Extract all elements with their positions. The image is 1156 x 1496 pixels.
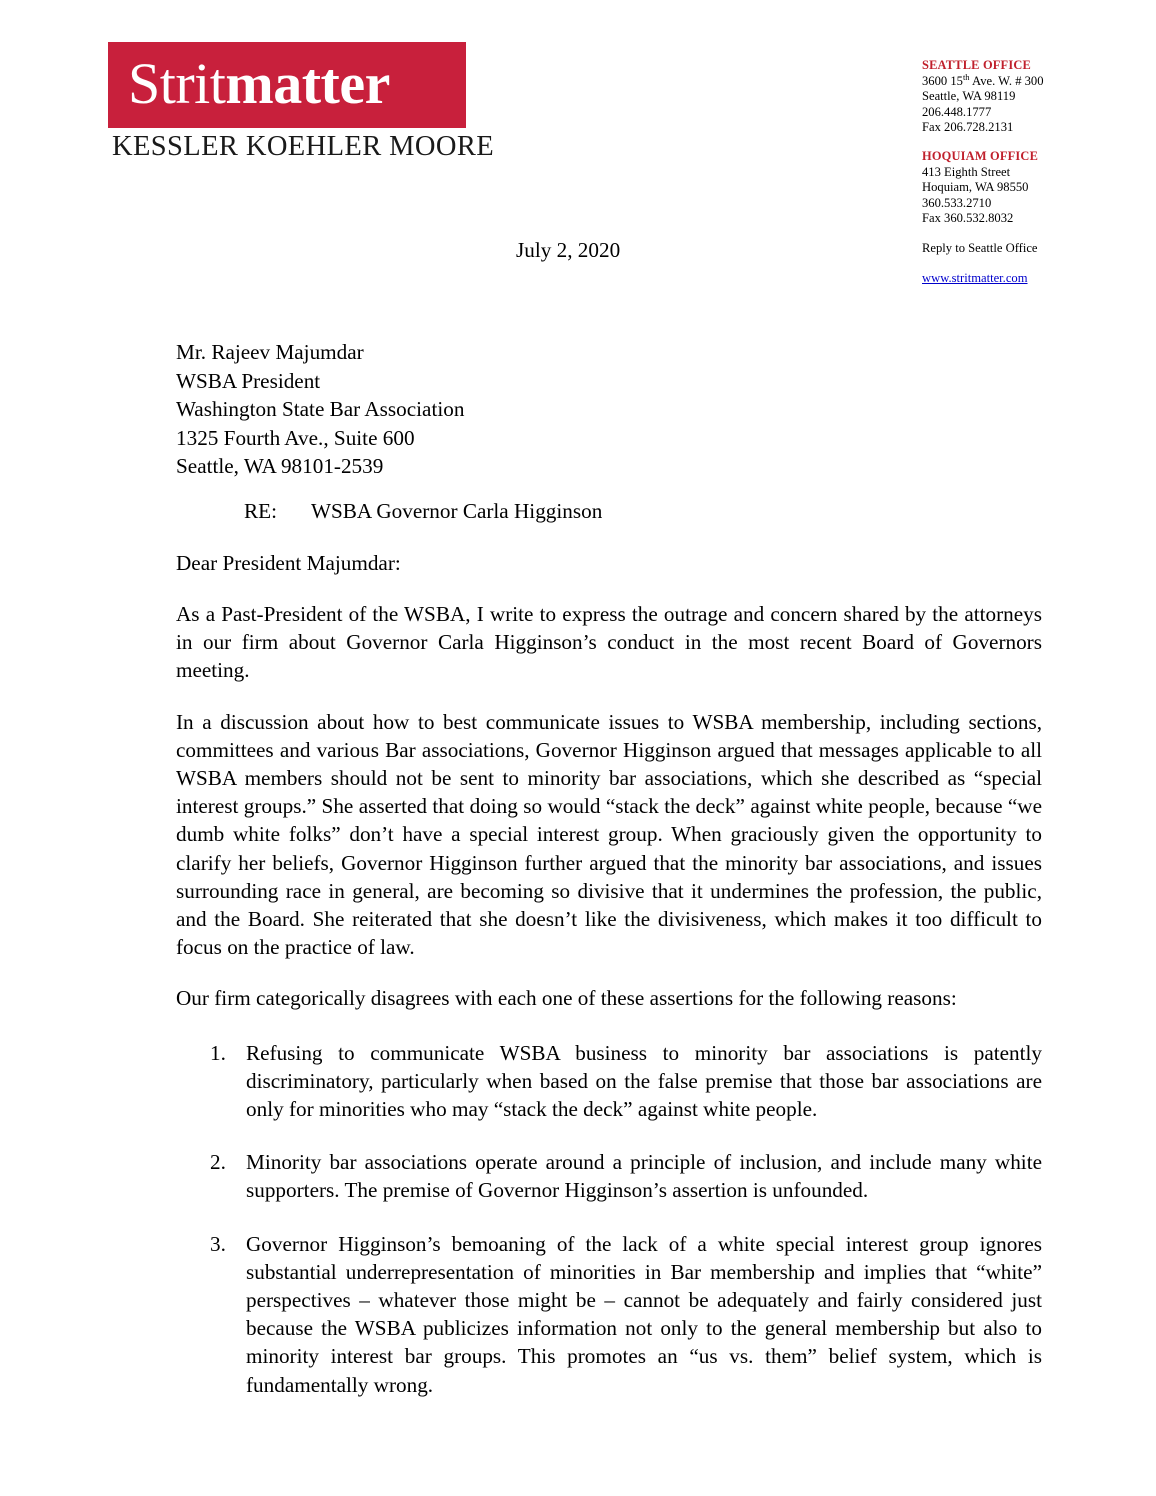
- firm-website-link[interactable]: www.stritmatter.com: [922, 270, 1028, 285]
- reply-note: Reply to Seattle Office: [922, 240, 1038, 255]
- paragraph-3-intro: Our firm categorically disagrees with each one of these assertions for the following reasons:: [176, 986, 957, 1011]
- body-paragraphs: [176, 600, 1042, 1424]
- seattle-office-street: [922, 71, 1137, 90]
- re-label: RE:: [244, 499, 277, 523]
- letterhead-contact-block: [922, 58, 1137, 286]
- hoquiam-office-city: Hoquiam, WA 98550: [922, 180, 1029, 195]
- re-line: [176, 498, 602, 526]
- hoquiam-office-street: 413 Eighth Street: [922, 164, 1011, 179]
- hoquiam-office-label: HOQUIAM OFFICE: [922, 148, 1039, 163]
- addressee-line: WSBA President: [176, 368, 321, 393]
- seattle-street-ordinal: th: [962, 71, 970, 82]
- seattle-street-prefix: 3600 15: [922, 73, 963, 88]
- list-item: Governor Higginson’s bemoaning of the lack of a white special interest group ignores substantial underrepresentation of minorities in Bar membership and implies that “white” perspectives – whatever those might be – cannot be adequately and fairly considered just because the WSBA publicizes information not only to the general membership but also to minority interest bar groups. This promotes an “us vs. them” belief system, which is fundamentally wrong.: [246, 1231, 1042, 1397]
- logo-wordmark-light: Strit: [128, 50, 226, 116]
- seattle-office-phone: 206.448.1777: [922, 104, 992, 119]
- salutation: Dear President Majumdar:: [176, 551, 401, 575]
- list-item: Refusing to communicate WSBA business to minority bar associations is patently discriminatory, particularly when based on the false premise that those bar associations are only for minorities who may “stack the deck” against white people.: [246, 1040, 1042, 1122]
- re-subject: WSBA Governor Carla Higginson: [311, 499, 603, 523]
- seattle-office-label: SEATTLE OFFICE: [922, 58, 1031, 72]
- office-separator: [922, 136, 1137, 149]
- logo-red-box: [108, 42, 466, 128]
- addressee-line: Seattle, WA 98101-2539: [176, 454, 384, 478]
- logo-subtitle: KESSLER KOEHLER MOORE: [112, 131, 495, 162]
- letter-date: July 2, 2020: [516, 238, 621, 262]
- addressee-block: [176, 338, 464, 481]
- seattle-street-suffix: Ave. W. # 300: [969, 73, 1044, 88]
- addressee-line: 1325 Fourth Ave., Suite 600: [176, 425, 415, 450]
- logo-wordmark-bold: matter: [225, 50, 390, 116]
- list-item: Minority bar associations operate around a principle of inclusion, and include many white supporters. The premise of Governor Higginson’s assertion is unfounded.: [246, 1150, 1042, 1203]
- hoquiam-office-fax: Fax 360.532.8032: [922, 211, 1014, 226]
- addressee-line: Washington State Bar Association: [176, 397, 465, 421]
- logo-wordmark: [128, 50, 390, 116]
- addressee-line: Mr. Rajeev Majumdar: [176, 340, 364, 364]
- paragraph-1: As a Past-President of the WSBA, I write to express the outrage and concern shared by the attorneys in our firm about Governor Carla Higginson’s conduct in the most recent Board of Governors meeting.: [176, 602, 1042, 683]
- reasons-list: [176, 1039, 1042, 1399]
- paragraph-2: In a discussion about how to best communicate issues to WSBA membership, including sections, committees and various Bar associations, Governor Higginson argued that messages applicable to all WSBA members should not be sent to minority bar associations, which she described as “special interest groups.” She asserted that doing so would “stack the deck” against white people, because “we dumb white folks” don’t have a special interest group. When graciously given the opportunity to clarify her beliefs, Governor Higginson further argued that the minority bar associations, and issues surrounding race in general, are becoming so divisive that it undermines the profession, the public, and the Board. She reiterated that she doesn’t like the divisiveness, which makes it too difficult to focus on the practice of law.: [176, 709, 1042, 960]
- seattle-office-fax: Fax 206.728.2131: [922, 120, 1014, 135]
- firm-logo: [108, 42, 495, 163]
- seattle-office-city: Seattle, WA 98119: [922, 89, 1016, 104]
- hoquiam-office-phone: 360.533.2710: [922, 195, 992, 210]
